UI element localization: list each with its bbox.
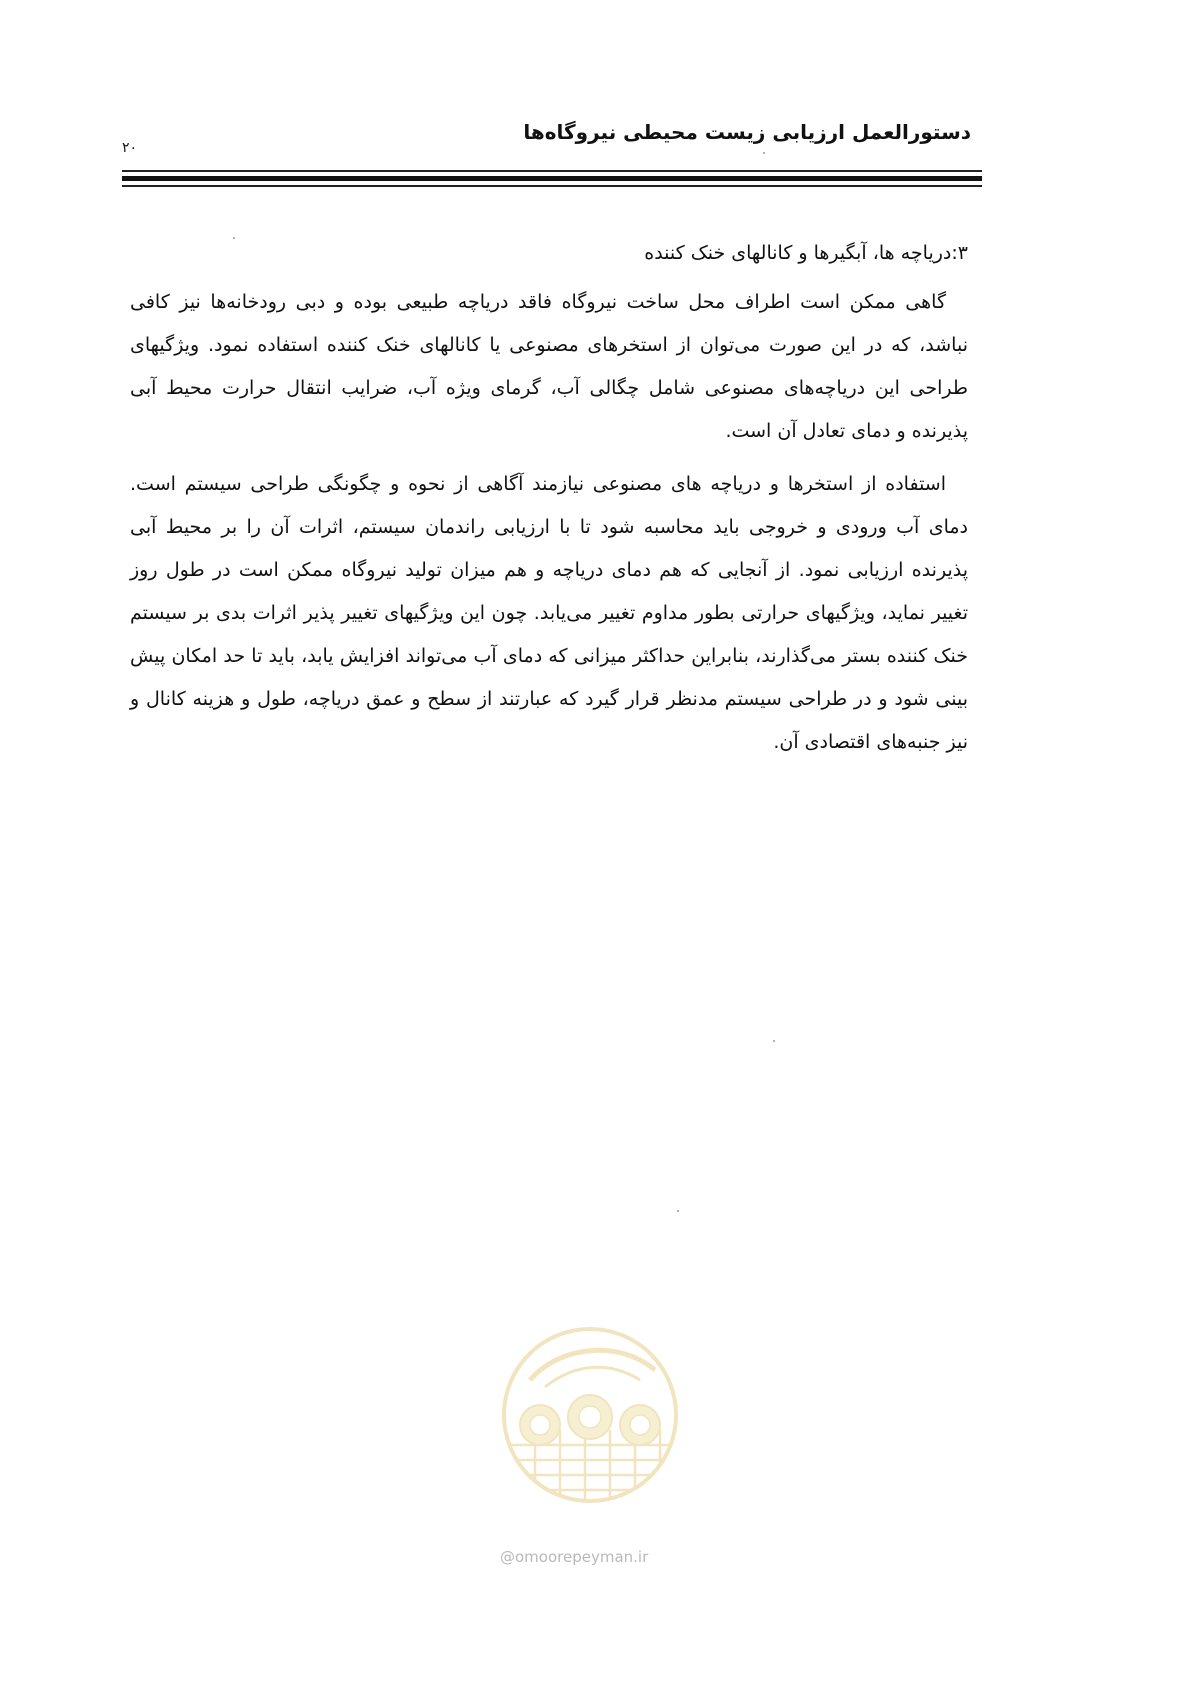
scan-speck (233, 237, 235, 239)
scan-speck (773, 1040, 775, 1042)
page-body (130, 232, 968, 770)
paragraph: گاهی ممکن است اطراف محل ساخت نیروگاه فاقد دریاچه طبیعی بوده و دبی رودخانه‌ها نیز کافی نباشد، که در این صورت می‌توان از استخرهای مصنوعی یا کانالهای خنک کننده استفاده نمود. ویژگیهای طراحی این دریاچه‌های مصنوعی شامل چگالی آب، گرمای ویژه آب، ضرایب انتقال حرارت محیط آبی پذیرنده و دمای تعادل آن است. (130, 291, 968, 442)
watermark-logo (490, 1325, 690, 1505)
section-heading: ۳:دریاچه ها، آبگیرها و کانالهای خنک کننده (644, 242, 968, 264)
scan-speck (763, 152, 765, 154)
scan-speck (677, 1210, 679, 1212)
page-number: ۲۰ (122, 140, 138, 156)
header-divider-top (122, 170, 982, 172)
header-divider-thick (122, 176, 982, 181)
paragraph: استفاده از استخرها و دریاچه های مصنوعی نیازمند آگاهی از نحوه و چگونگی طراحی سیستم است. دمای آب ورودی و خروجی باید محاسبه شود تا با ارزیابی راندمان سیستم، اثرات آن را بر محیط آبی پذیرنده ارزیابی نمود. از آنجایی که هم دمای دریاچه و هم میزان تولید نیروگاه ممکن است در طول روز تغییر نماید، ویژگیهای حرارتی بطور مداوم تغییر می‌یابد. چون این ویژگیهای تغییر پذیر اثرات بدی بر سیستم خنک کننده بستر می‌گذارند، بنابراین حداکثر میزانی که دمای آب می‌تواند افزایش یابد، باید تا حد امکان پیش بینی شود و در طراحی سیستم مدنظر قرار گیرد که عبارتند از سطح و عمق دریاچه، طول و هزینه کانال و نیز جنبه‌های اقتصادی آن. (130, 473, 968, 753)
header-divider-bottom (122, 185, 982, 187)
document-title: دستورالعمل ارزیابی زیست محیطی نیروگاه‌ها (523, 120, 971, 144)
watermark-url: @omoorepeyman.ir (500, 1548, 649, 1566)
